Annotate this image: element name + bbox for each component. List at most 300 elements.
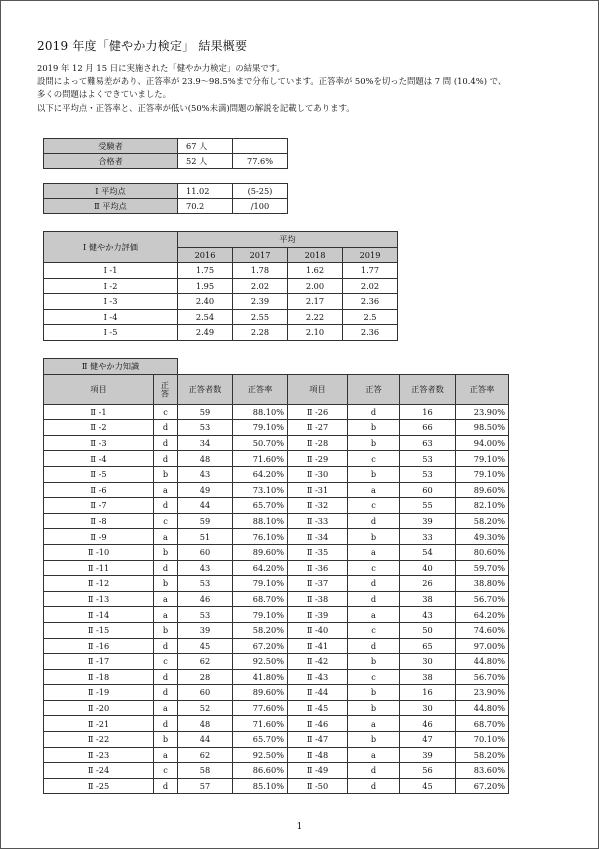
correct-count-cell: 51 <box>178 529 233 545</box>
correct-rate-cell: 64.20% <box>233 560 288 576</box>
correct-rate-cell: 79.10% <box>456 451 509 467</box>
column-header: 正答者数 <box>400 374 456 404</box>
correct-count-cell: 60 <box>400 482 456 498</box>
correct-rate-cell: 70.10% <box>456 732 509 748</box>
item-cell: Ⅱ -31 <box>288 482 348 498</box>
answer-cell: d <box>154 435 178 451</box>
page-title: 2019 年度「健やか力検定」 結果概要 <box>37 39 248 53</box>
correct-count-cell: 34 <box>178 435 233 451</box>
correct-count-cell: 56 <box>400 763 456 779</box>
correct-rate-cell: 67.20% <box>233 638 288 654</box>
correct-rate-cell: 85.10% <box>233 778 288 794</box>
table-row <box>44 435 509 451</box>
correct-count-cell: 65 <box>400 638 456 654</box>
correct-count-cell: 44 <box>178 732 233 748</box>
year-header: 2019 <box>343 247 398 263</box>
item-cell: Ⅱ -33 <box>288 513 348 529</box>
correct-count-cell: 52 <box>178 700 233 716</box>
summary-label: 受験者 <box>44 139 178 154</box>
table-row <box>44 576 509 592</box>
evaluation-value: 2.55 <box>233 309 288 325</box>
answer-cell: b <box>154 544 178 560</box>
correct-rate-cell: 56.70% <box>456 591 509 607</box>
answer-cell: d <box>154 638 178 654</box>
evaluation-value: 2.5 <box>343 309 398 325</box>
correct-rate-cell: 98.50% <box>456 420 509 436</box>
table-row <box>44 700 509 716</box>
correct-rate-cell: 64.20% <box>456 607 509 623</box>
answer-cell: d <box>348 404 400 420</box>
answer-cell: d <box>348 778 400 794</box>
table-row <box>44 139 288 154</box>
correct-rate-cell: 58.20% <box>456 747 509 763</box>
average-label: Ⅱ 平均点 <box>44 199 178 214</box>
correct-rate-cell: 49.30% <box>456 529 509 545</box>
item-cell: Ⅱ -1 <box>44 404 154 420</box>
table-row <box>44 294 398 310</box>
table-row <box>44 778 509 794</box>
correct-count-cell: 16 <box>400 404 456 420</box>
table-row <box>44 404 509 420</box>
item-cell: Ⅱ -49 <box>288 763 348 779</box>
evaluation-table <box>43 231 398 341</box>
table-row <box>44 732 509 748</box>
answer-cell: d <box>154 498 178 514</box>
item-cell: Ⅱ -34 <box>288 529 348 545</box>
table-row <box>44 607 509 623</box>
evaluation-value: 2.17 <box>288 294 343 310</box>
item-cell: Ⅱ -7 <box>44 498 154 514</box>
evaluation-value: 2.22 <box>288 309 343 325</box>
evaluation-value: 2.54 <box>178 309 233 325</box>
column-header: 正答者数 <box>178 374 233 404</box>
evaluation-value: 1.95 <box>178 278 233 294</box>
correct-count-cell: 44 <box>178 498 233 514</box>
item-cell: Ⅱ -38 <box>288 591 348 607</box>
correct-count-cell: 57 <box>178 778 233 794</box>
item-cell: Ⅱ -14 <box>44 607 154 623</box>
item-cell: Ⅱ -39 <box>288 607 348 623</box>
table-row <box>44 451 509 467</box>
correct-rate-cell: 79.10% <box>233 607 288 623</box>
correct-count-cell: 48 <box>178 716 233 732</box>
evaluation-value: 2.36 <box>343 294 398 310</box>
table-row <box>44 513 509 529</box>
item-cell: Ⅱ -16 <box>44 638 154 654</box>
correct-rate-cell: 92.50% <box>233 654 288 670</box>
answer-cell: b <box>348 685 400 701</box>
item-cell: Ⅱ -8 <box>44 513 154 529</box>
answer-cell: a <box>154 747 178 763</box>
correct-count-cell: 39 <box>400 747 456 763</box>
correct-count-cell: 43 <box>178 466 233 482</box>
column-header: 正答率 <box>456 374 509 404</box>
correct-count-cell: 47 <box>400 732 456 748</box>
correct-count-cell: 63 <box>400 435 456 451</box>
correct-rate-cell: 23.90% <box>456 404 509 420</box>
answer-cell: d <box>348 638 400 654</box>
correct-rate-cell: 94.00% <box>456 435 509 451</box>
evaluation-item: Ⅰ -3 <box>44 294 178 310</box>
average-value: 11.02 <box>178 184 233 199</box>
correct-count-cell: 30 <box>400 654 456 670</box>
answer-cell: d <box>348 513 400 529</box>
answer-cell: b <box>154 732 178 748</box>
correct-rate-cell: 23.90% <box>456 685 509 701</box>
table-row <box>44 199 288 214</box>
evaluation-value: 2.39 <box>233 294 288 310</box>
header-spacer <box>178 359 233 375</box>
answer-cell: b <box>348 700 400 716</box>
table-row <box>44 529 509 545</box>
correct-count-cell: 45 <box>400 778 456 794</box>
correct-rate-cell: 65.70% <box>233 732 288 748</box>
table-row <box>44 544 509 560</box>
year-header: 2017 <box>233 247 288 263</box>
item-cell: Ⅱ -9 <box>44 529 154 545</box>
answer-cell: c <box>154 404 178 420</box>
knowledge-table <box>43 358 509 794</box>
correct-count-cell: 48 <box>178 451 233 467</box>
correct-count-cell: 30 <box>400 700 456 716</box>
correct-count-cell: 39 <box>400 513 456 529</box>
answer-cell: a <box>154 591 178 607</box>
evaluation-value: 2.00 <box>288 278 343 294</box>
header-spacer <box>348 359 400 375</box>
evaluation-item: Ⅰ -4 <box>44 309 178 325</box>
correct-rate-cell: 73.10% <box>233 482 288 498</box>
evaluation-value: 2.49 <box>178 325 233 341</box>
answer-cell: d <box>154 451 178 467</box>
correct-count-cell: 54 <box>400 544 456 560</box>
evaluation-value: 1.62 <box>288 263 343 279</box>
answer-cell: d <box>154 685 178 701</box>
item-cell: Ⅱ -27 <box>288 420 348 436</box>
evaluation-value: 2.02 <box>233 278 288 294</box>
answer-cell: a <box>154 482 178 498</box>
correct-count-cell: 49 <box>178 482 233 498</box>
answer-cell: a <box>348 482 400 498</box>
table-row <box>44 654 509 670</box>
answer-cell: b <box>154 466 178 482</box>
knowledge-body <box>44 404 509 794</box>
evaluation-value: 2.40 <box>178 294 233 310</box>
item-cell: Ⅱ -5 <box>44 466 154 482</box>
item-cell: Ⅱ -4 <box>44 451 154 467</box>
header-spacer <box>288 359 348 375</box>
table-row <box>44 184 288 199</box>
item-cell: Ⅱ -15 <box>44 622 154 638</box>
table-row <box>44 560 509 576</box>
correct-rate-cell: 88.10% <box>233 513 288 529</box>
answer-cell: c <box>154 654 178 670</box>
item-cell: Ⅱ -12 <box>44 576 154 592</box>
item-cell: Ⅱ -18 <box>44 669 154 685</box>
answer-cell: b <box>154 622 178 638</box>
correct-rate-cell: 68.70% <box>456 716 509 732</box>
item-cell: Ⅱ -24 <box>44 763 154 779</box>
table-row <box>44 591 509 607</box>
answer-cell: c <box>154 763 178 779</box>
correct-rate-cell: 79.10% <box>456 466 509 482</box>
answer-cell: b <box>348 654 400 670</box>
average-extra: /100 <box>233 199 288 214</box>
correct-count-cell: 60 <box>178 544 233 560</box>
correct-count-cell: 40 <box>400 560 456 576</box>
summary-extra: 77.6% <box>233 154 288 169</box>
correct-rate-cell: 68.70% <box>233 591 288 607</box>
correct-count-cell: 38 <box>400 591 456 607</box>
evaluation-value: 1.75 <box>178 263 233 279</box>
year-header: 2016 <box>178 247 233 263</box>
column-header: 正答率 <box>233 374 288 404</box>
intro-line: 多くの問題はよくできていました。 <box>37 89 171 100</box>
correct-rate-cell: 88.10% <box>233 404 288 420</box>
answer-cell: d <box>154 420 178 436</box>
evaluation-header: Ⅰ 健やか力評価 <box>44 232 178 263</box>
item-cell: Ⅱ -25 <box>44 778 154 794</box>
header-spacer <box>456 359 509 375</box>
item-cell: Ⅱ -17 <box>44 654 154 670</box>
summary-table <box>43 138 288 169</box>
evaluation-value: 2.02 <box>343 278 398 294</box>
column-header: 項目 <box>288 374 348 404</box>
item-cell: Ⅱ -41 <box>288 638 348 654</box>
answer-cell: b <box>348 466 400 482</box>
average-label: Ⅰ 平均点 <box>44 184 178 199</box>
answer-cell: d <box>154 778 178 794</box>
item-cell: Ⅱ -22 <box>44 732 154 748</box>
item-cell: Ⅱ -47 <box>288 732 348 748</box>
correct-rate-cell: 79.10% <box>233 420 288 436</box>
correct-rate-cell: 44.80% <box>456 654 509 670</box>
correct-count-cell: 26 <box>400 576 456 592</box>
correct-rate-cell: 79.10% <box>233 576 288 592</box>
correct-count-cell: 53 <box>178 607 233 623</box>
table-row <box>44 325 398 341</box>
correct-rate-cell: 67.20% <box>456 778 509 794</box>
correct-rate-cell: 97.00% <box>456 638 509 654</box>
evaluation-group-header: 平均 <box>178 232 398 248</box>
table-header-row <box>44 232 398 248</box>
correct-rate-cell: 92.50% <box>233 747 288 763</box>
correct-count-cell: 50 <box>400 622 456 638</box>
correct-rate-cell: 64.20% <box>233 466 288 482</box>
answer-cell: c <box>348 451 400 467</box>
answer-cell: d <box>348 591 400 607</box>
year-header: 2018 <box>288 247 343 263</box>
correct-count-cell: 53 <box>178 576 233 592</box>
average-extra: (5-25) <box>233 184 288 199</box>
item-cell: Ⅱ -10 <box>44 544 154 560</box>
header-spacer <box>400 359 456 375</box>
correct-rate-cell: 59.70% <box>456 560 509 576</box>
correct-rate-cell: 41.80% <box>233 669 288 685</box>
item-cell: Ⅱ -23 <box>44 747 154 763</box>
correct-rate-cell: 89.60% <box>233 685 288 701</box>
item-cell: Ⅱ -3 <box>44 435 154 451</box>
answer-cell: b <box>154 576 178 592</box>
table-row <box>44 716 509 732</box>
table-row <box>44 669 509 685</box>
item-cell: Ⅱ -28 <box>288 435 348 451</box>
answer-cell: a <box>348 607 400 623</box>
answer-cell: a <box>154 607 178 623</box>
answer-cell: c <box>154 513 178 529</box>
item-cell: Ⅱ -42 <box>288 654 348 670</box>
correct-count-cell: 62 <box>178 747 233 763</box>
answer-cell: b <box>348 435 400 451</box>
item-cell: Ⅱ -36 <box>288 560 348 576</box>
evaluation-item: Ⅰ -1 <box>44 263 178 279</box>
table-row <box>44 466 509 482</box>
knowledge-header: Ⅱ 健やか力知識 <box>44 359 178 375</box>
answer-cell: d <box>154 716 178 732</box>
correct-count-cell: 43 <box>178 560 233 576</box>
correct-count-cell: 55 <box>400 498 456 514</box>
correct-rate-cell: 83.60% <box>456 763 509 779</box>
correct-count-cell: 46 <box>400 716 456 732</box>
page-number: 1 <box>296 822 303 832</box>
correct-count-cell: 66 <box>400 420 456 436</box>
correct-count-cell: 46 <box>178 591 233 607</box>
answer-cell: d <box>154 560 178 576</box>
correct-count-cell: 59 <box>178 404 233 420</box>
summary-extra <box>233 139 288 154</box>
answer-cell: c <box>348 622 400 638</box>
correct-rate-cell: 89.60% <box>233 544 288 560</box>
item-cell: Ⅱ -40 <box>288 622 348 638</box>
item-cell: Ⅱ -21 <box>44 716 154 732</box>
intro-line: 2019 年 12 月 15 日に実施された「健やか力検定」の結果です。 <box>37 63 285 73</box>
item-cell: Ⅱ -45 <box>288 700 348 716</box>
answer-cell: b <box>348 732 400 748</box>
table-header-row <box>44 359 509 375</box>
correct-count-cell: 59 <box>178 513 233 529</box>
item-cell: Ⅱ -37 <box>288 576 348 592</box>
correct-rate-cell: 56.70% <box>456 669 509 685</box>
answer-cell: a <box>154 700 178 716</box>
correct-rate-cell: 82.10% <box>456 498 509 514</box>
evaluation-value: 2.28 <box>233 325 288 341</box>
correct-count-cell: 62 <box>178 654 233 670</box>
table-row <box>44 420 509 436</box>
correct-rate-cell: 50.70% <box>233 435 288 451</box>
answer-cell: d <box>348 763 400 779</box>
answer-cell: b <box>348 420 400 436</box>
correct-count-cell: 28 <box>178 669 233 685</box>
item-cell: Ⅱ -2 <box>44 420 154 436</box>
correct-rate-cell: 86.60% <box>233 763 288 779</box>
correct-count-cell: 33 <box>400 529 456 545</box>
correct-count-cell: 60 <box>178 685 233 701</box>
table-row <box>44 763 509 779</box>
table-row <box>44 685 509 701</box>
intro-line: 以下に平均点・正答率と、正答率が低い(50%未満)問題の解説を記載してあります。 <box>37 102 355 113</box>
evaluation-item: Ⅰ -2 <box>44 278 178 294</box>
item-cell: Ⅱ -35 <box>288 544 348 560</box>
correct-rate-cell: 80.60% <box>456 544 509 560</box>
column-header: 項目 <box>44 374 154 404</box>
correct-rate-cell: 89.60% <box>456 482 509 498</box>
item-cell: Ⅱ -43 <box>288 669 348 685</box>
evaluation-value: 2.10 <box>288 325 343 341</box>
summary-value: 52 人 <box>178 154 233 169</box>
correct-count-cell: 39 <box>178 622 233 638</box>
table-row <box>44 154 288 169</box>
correct-rate-cell: 71.60% <box>233 716 288 732</box>
answer-cell: c <box>348 498 400 514</box>
correct-rate-cell: 58.20% <box>233 622 288 638</box>
summary-label: 合格者 <box>44 154 178 169</box>
answer-cell: a <box>348 716 400 732</box>
averages-table <box>43 183 288 214</box>
correct-count-cell: 43 <box>400 607 456 623</box>
item-cell: Ⅱ -6 <box>44 482 154 498</box>
evaluation-body <box>44 263 398 341</box>
table-row <box>44 638 509 654</box>
answer-cell: d <box>154 669 178 685</box>
item-cell: Ⅱ -29 <box>288 451 348 467</box>
header-spacer <box>233 359 288 375</box>
answer-cell: a <box>154 529 178 545</box>
correct-count-cell: 53 <box>400 451 456 467</box>
column-header: 正答 <box>348 374 400 404</box>
average-value: 70.2 <box>178 199 233 214</box>
table-row <box>44 482 509 498</box>
evaluation-value: 1.78 <box>233 263 288 279</box>
table-row <box>44 747 509 763</box>
column-header-stacked: 正答 <box>154 374 178 404</box>
evaluation-value: 2.36 <box>343 325 398 341</box>
correct-rate-cell: 77.60% <box>233 700 288 716</box>
answer-cell: b <box>348 529 400 545</box>
table-row <box>44 278 398 294</box>
intro-text <box>37 62 577 115</box>
correct-count-cell: 16 <box>400 685 456 701</box>
intro-line: 設問によって難易差があり、正答率が 23.9～98.5%まで分布しています。正答率が 50%を切った問題は 7 問 (10.4%) で、 <box>37 76 507 87</box>
table-row <box>44 309 398 325</box>
table-row <box>44 263 398 279</box>
correct-rate-cell: 71.60% <box>233 451 288 467</box>
answer-cell: c <box>348 669 400 685</box>
evaluation-item: Ⅰ -5 <box>44 325 178 341</box>
table-row <box>44 622 509 638</box>
item-cell: Ⅱ -44 <box>288 685 348 701</box>
item-cell: Ⅱ -13 <box>44 591 154 607</box>
correct-rate-cell: 76.10% <box>233 529 288 545</box>
item-cell: Ⅱ -20 <box>44 700 154 716</box>
answer-cell: a <box>348 747 400 763</box>
answer-cell: c <box>348 560 400 576</box>
correct-rate-cell: 65.70% <box>233 498 288 514</box>
item-cell: Ⅱ -26 <box>288 404 348 420</box>
table-header-row <box>44 374 509 404</box>
table-row <box>44 498 509 514</box>
answer-cell: a <box>348 544 400 560</box>
item-cell: Ⅱ -11 <box>44 560 154 576</box>
item-cell: Ⅱ -30 <box>288 466 348 482</box>
correct-rate-cell: 58.20% <box>456 513 509 529</box>
correct-rate-cell: 44.80% <box>456 700 509 716</box>
item-cell: Ⅱ -48 <box>288 747 348 763</box>
item-cell: Ⅱ -19 <box>44 685 154 701</box>
item-cell: Ⅱ -50 <box>288 778 348 794</box>
correct-rate-cell: 74.60% <box>456 622 509 638</box>
correct-count-cell: 38 <box>400 669 456 685</box>
correct-count-cell: 53 <box>178 420 233 436</box>
correct-count-cell: 53 <box>400 466 456 482</box>
